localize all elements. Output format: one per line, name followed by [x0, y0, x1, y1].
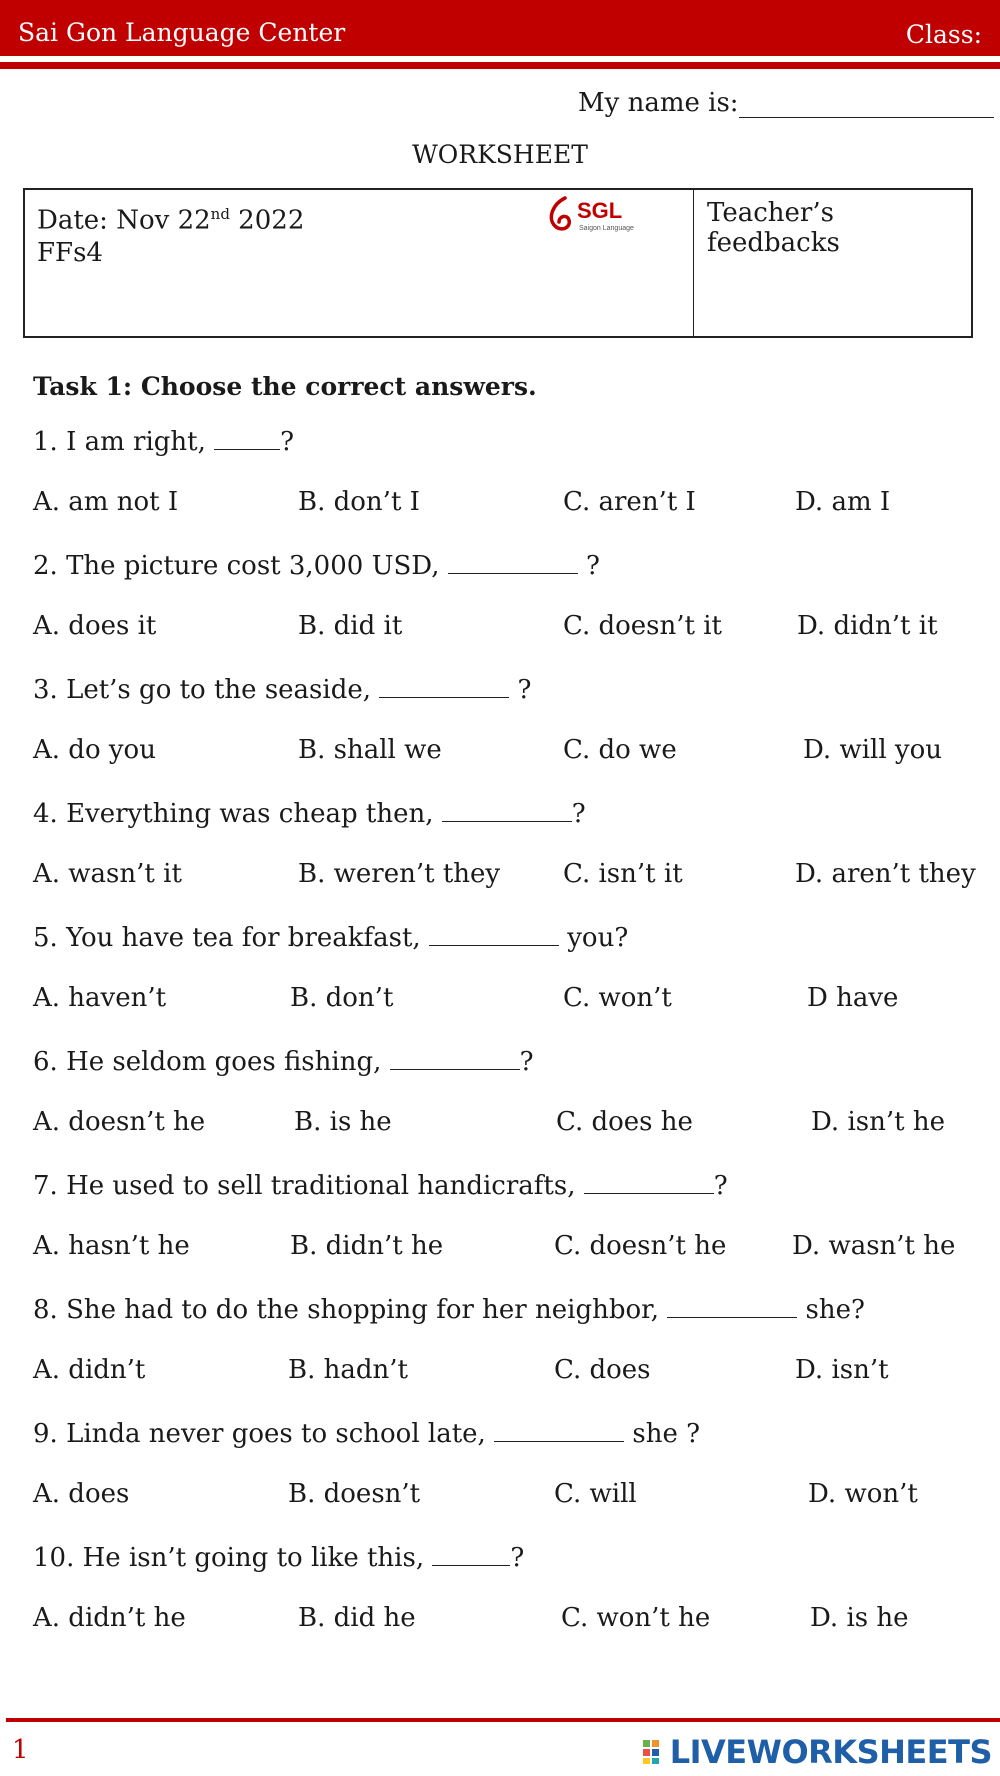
answer-blank[interactable] — [214, 425, 280, 450]
footer-divider — [6, 1718, 1000, 1722]
option-c[interactable]: C. won’t — [563, 983, 672, 1013]
question-9 — [33, 1417, 700, 1449]
option-a[interactable]: A. does — [33, 1479, 130, 1509]
option-a[interactable]: A. am not I — [33, 487, 179, 517]
option-b[interactable]: B. shall we — [298, 735, 442, 765]
question-tail: ? — [509, 675, 532, 705]
name-label: My name is: — [578, 88, 739, 118]
option-a[interactable]: A. doesn’t he — [33, 1107, 206, 1137]
question-5 — [33, 921, 628, 953]
option-c[interactable]: C. won’t he — [561, 1603, 711, 1633]
option-b[interactable]: B. don’t — [290, 983, 394, 1013]
option-c[interactable]: C. will — [554, 1479, 637, 1509]
question-7 — [33, 1169, 728, 1201]
answer-blank[interactable] — [448, 549, 578, 574]
page-number: 1 — [12, 1735, 29, 1765]
option-c[interactable]: C. do we — [563, 735, 677, 765]
option-c[interactable]: C. aren’t I — [563, 487, 696, 517]
date-line — [37, 198, 304, 237]
option-b[interactable]: B. did he — [298, 1603, 416, 1633]
option-d[interactable]: D. will you — [803, 735, 943, 765]
question-10 — [33, 1541, 524, 1573]
question-tail: ? — [713, 1171, 728, 1201]
date-year: 2022 — [229, 205, 305, 236]
worksheet-title: WORKSHEET — [412, 140, 588, 169]
option-c[interactable]: C. doesn’t he — [554, 1231, 727, 1261]
answer-blank[interactable] — [390, 1045, 520, 1070]
option-a[interactable]: A. haven’t — [33, 983, 167, 1013]
option-c[interactable]: C. isn’t it — [563, 859, 683, 889]
question-4 — [33, 797, 586, 829]
option-d[interactable]: D. is he — [810, 1603, 909, 1633]
question-text: 3. Let’s go to the seaside, — [33, 675, 380, 705]
option-b[interactable]: B. hadn’t — [288, 1355, 408, 1385]
option-a[interactable]: A. wasn’t it — [33, 859, 182, 889]
question-tail: she? — [797, 1295, 865, 1325]
date-sup: nd — [210, 205, 230, 223]
question-text: 9. Linda never goes to school late, — [33, 1419, 495, 1449]
header-bar — [0, 0, 1000, 56]
class-code: FFs4 — [37, 237, 103, 268]
info-divider — [693, 190, 694, 336]
option-d[interactable]: D. am I — [795, 487, 891, 517]
name-row — [578, 88, 994, 118]
question-1 — [33, 425, 294, 457]
question-text: 4. Everything was cheap then, — [33, 799, 442, 829]
answer-blank[interactable] — [584, 1169, 714, 1194]
question-2 — [33, 549, 600, 581]
logo-subtext: Saigon Language — [579, 225, 634, 232]
option-b[interactable]: B. is he — [294, 1107, 392, 1137]
option-c[interactable]: C. does — [554, 1355, 651, 1385]
option-c[interactable]: C. does he — [556, 1107, 693, 1137]
question-tail: ? — [577, 551, 600, 581]
liveworksheets-brand — [642, 1732, 992, 1772]
option-d[interactable]: D. isn’t he — [811, 1107, 945, 1137]
option-d[interactable]: D. isn’t — [795, 1355, 889, 1385]
option-d[interactable]: D. didn’t it — [797, 611, 938, 641]
answer-blank[interactable] — [379, 673, 509, 698]
option-b[interactable]: B. don’t I — [298, 487, 420, 517]
question-8 — [33, 1293, 865, 1325]
option-b[interactable]: B. did it — [298, 611, 403, 641]
question-6 — [33, 1045, 534, 1077]
answer-blank[interactable] — [667, 1293, 797, 1318]
feedback-label: Teacher’s feedbacks — [707, 198, 840, 258]
question-tail: you? — [558, 923, 629, 953]
option-a[interactable]: A. hasn’t he — [33, 1231, 190, 1261]
option-a[interactable]: A. do you — [33, 735, 156, 765]
option-a[interactable]: A. didn’t he — [33, 1603, 186, 1633]
option-c[interactable]: C. doesn’t it — [563, 611, 723, 641]
question-tail: ? — [510, 1543, 525, 1573]
answer-blank[interactable] — [442, 797, 572, 822]
option-a[interactable]: A. does it — [33, 611, 157, 641]
header-divider — [0, 62, 1000, 69]
center-name: Sai Gon Language Center — [18, 18, 346, 47]
question-text: 7. He used to sell traditional handicrafts, — [33, 1171, 584, 1201]
date-prefix: Date: Nov 22 — [37, 205, 211, 236]
answer-blank[interactable] — [429, 921, 559, 946]
question-tail: ? — [280, 427, 295, 457]
question-text: 10. He isn’t going to like this, — [33, 1543, 433, 1573]
option-d[interactable]: D have — [807, 983, 899, 1013]
brand-grid-icon — [642, 1739, 668, 1765]
question-tail: she ? — [624, 1419, 701, 1449]
question-text: 5. You have tea for breakfast, — [33, 923, 429, 953]
question-text: 2. The picture cost 3,000 USD, — [33, 551, 448, 581]
option-d[interactable]: D. won’t — [808, 1479, 918, 1509]
info-left — [37, 198, 304, 269]
question-text: 6. He seldom goes fishing, — [33, 1047, 390, 1077]
question-text: 1. I am right, — [33, 427, 215, 457]
option-d[interactable]: D. aren’t they — [795, 859, 976, 889]
info-box — [23, 188, 973, 338]
question-tail: ? — [519, 1047, 534, 1077]
question-tail: ? — [571, 799, 586, 829]
sgl-logo — [543, 194, 663, 238]
question-text: 8. She had to do the shopping for her neighbor, — [33, 1295, 668, 1325]
brand-text: LIVEWORKSHEETS — [669, 1733, 992, 1771]
option-b[interactable]: B. weren’t they — [298, 859, 501, 889]
logo-swirl-icon — [543, 194, 663, 238]
name-input[interactable] — [739, 91, 994, 118]
option-d[interactable]: D. wasn’t he — [792, 1231, 956, 1261]
option-b[interactable]: B. didn’t he — [290, 1231, 444, 1261]
logo-text: SGL — [577, 198, 623, 223]
class-label: Class: — [905, 20, 982, 49]
option-b[interactable]: B. doesn’t — [288, 1479, 421, 1509]
question-3 — [33, 673, 531, 705]
answer-blank[interactable] — [432, 1541, 510, 1566]
option-a[interactable]: A. didn’t — [33, 1355, 146, 1385]
answer-blank[interactable] — [494, 1417, 624, 1442]
task-title: Task 1: Choose the correct answers. — [33, 372, 537, 401]
